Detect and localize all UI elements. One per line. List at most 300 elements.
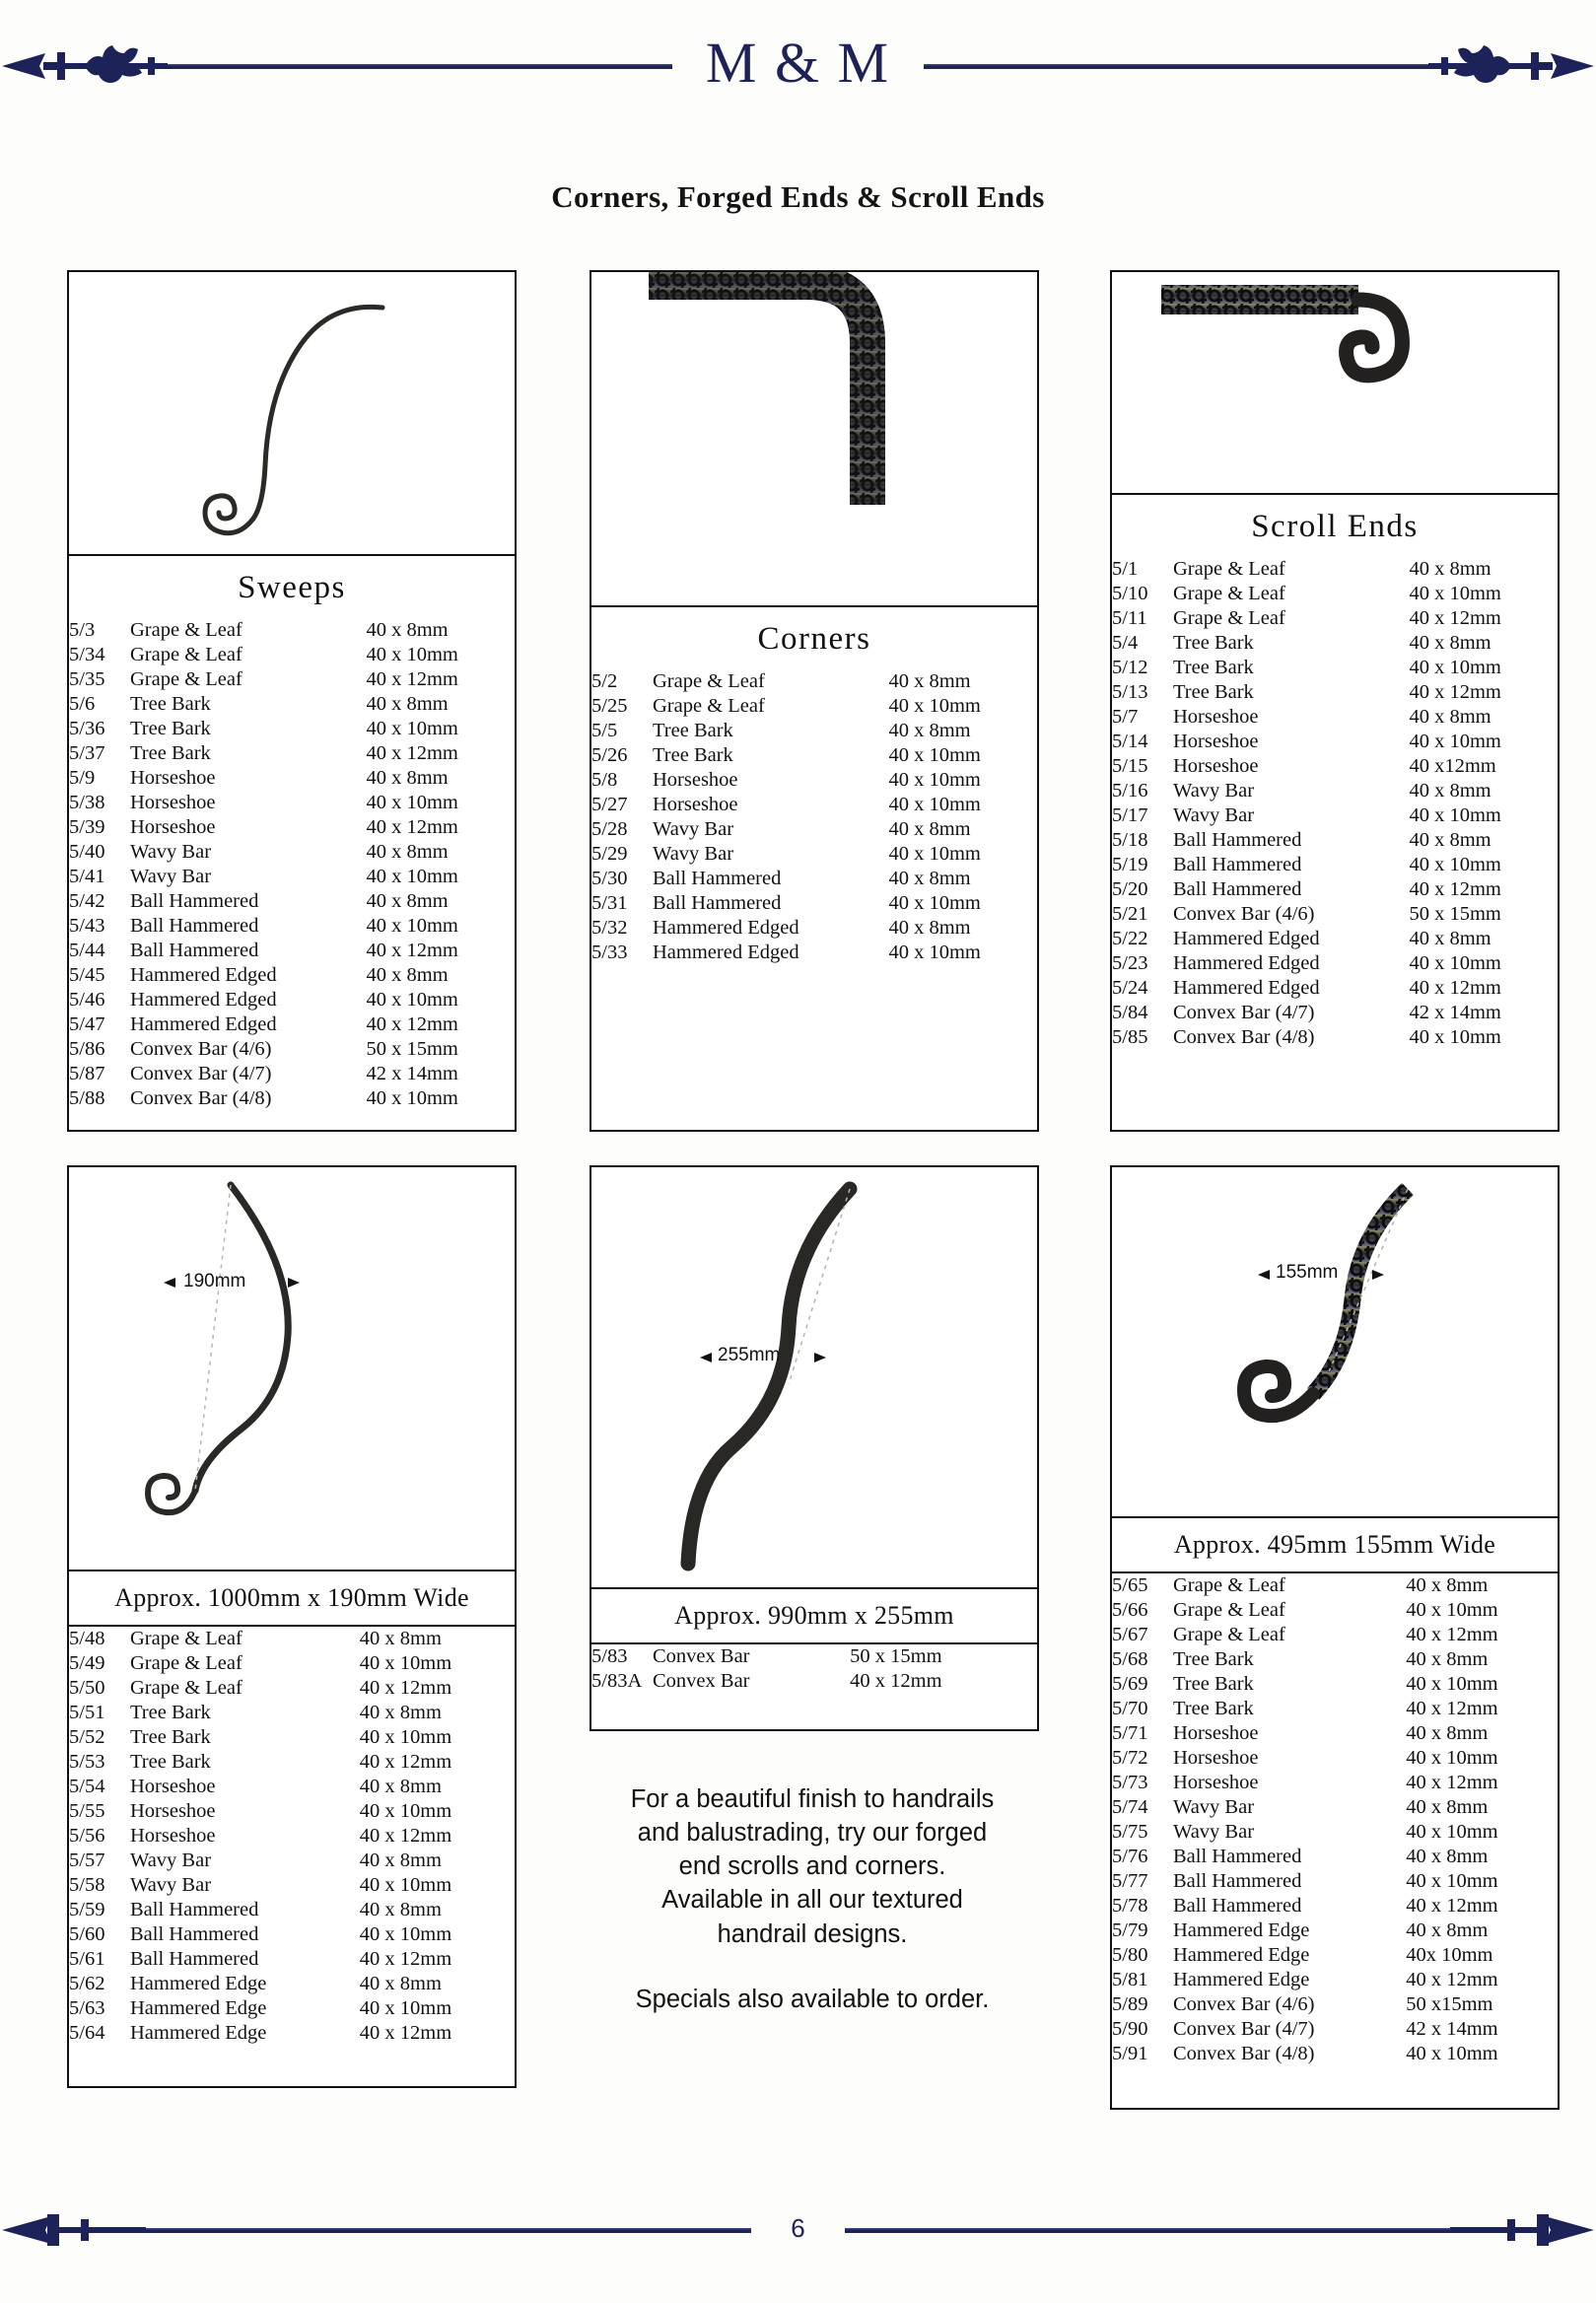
sweeps-table: [69, 618, 515, 1111]
item-description: Ball Hammered: [653, 892, 782, 914]
item-size: 40 x 8mm: [888, 818, 971, 840]
table-row: [591, 842, 1037, 867]
item-code: 5/79: [1112, 1919, 1148, 1941]
item-description: Ball Hammered: [130, 1948, 259, 1970]
item-code: 5/75: [1112, 1821, 1148, 1843]
item-code: 5/74: [1112, 1796, 1148, 1818]
item-code: 5/23: [1112, 952, 1148, 974]
item-code: 5/17: [1112, 804, 1148, 826]
table-row: [1112, 1573, 1558, 1598]
item-size: 40 x 10mm: [888, 794, 981, 815]
small-scroll-rows: [1112, 1573, 1558, 2066]
item-size: 40 x 10mm: [888, 744, 981, 766]
item-size: 40 x 10mm: [366, 644, 458, 665]
item-description: Horseshoe: [1173, 1772, 1259, 1793]
table-row: [69, 1676, 515, 1701]
item-code: 5/18: [1112, 829, 1148, 851]
table-row: [69, 2021, 515, 2046]
item-description: Convex Bar (4/7): [1173, 2018, 1315, 2040]
table-row: [69, 1012, 515, 1037]
item-description: Horseshoe: [130, 792, 216, 813]
table-row: [1112, 606, 1558, 631]
table-row: [1112, 730, 1558, 754]
table-row: [1112, 1845, 1558, 1869]
item-size: 40 x 12mm: [1409, 878, 1501, 900]
table-row: [591, 793, 1037, 817]
table-row: [1112, 1746, 1558, 1771]
item-size: 40 x 10mm: [366, 989, 458, 1011]
item-code: 5/19: [1112, 854, 1148, 875]
item-description: Horseshoe: [1173, 755, 1259, 777]
small-scroll-photo-panel: [1110, 1165, 1560, 1522]
item-code: 5/83: [591, 1645, 628, 1667]
item-code: 5/14: [1112, 731, 1148, 752]
page-number: 6: [791, 2212, 805, 2243]
item-code: 5/3: [69, 619, 96, 641]
item-size: 40 x 10mm: [888, 892, 981, 914]
item-description: Convex Bar (4/8): [1173, 2043, 1315, 2064]
table-row: [1112, 1992, 1558, 2017]
table-row: [69, 889, 515, 914]
small-scroll-table-panel: [1110, 1571, 1560, 2110]
corners-photo-panel: [590, 270, 1039, 611]
item-description: Ball Hammered: [1173, 1870, 1302, 1892]
sweeps-photo-panel: [67, 270, 517, 560]
scroll-end-photo: [1112, 272, 1558, 497]
item-code: 5/51: [69, 1702, 105, 1723]
table-row: [1112, 1001, 1558, 1025]
item-size: 40 x 10mm: [366, 915, 458, 937]
table-row: [1112, 828, 1558, 853]
item-code: 5/67: [1112, 1624, 1148, 1645]
convex-sweep-dim-label: 255mm: [718, 1345, 781, 1365]
corner-bar-photo: [591, 272, 1037, 609]
item-description: Grape & Leaf: [1173, 1574, 1285, 1596]
item-description: Convex Bar (4/8): [130, 1087, 272, 1109]
table-row: [1112, 1968, 1558, 1992]
table-row: [1112, 803, 1558, 828]
item-description: Tree Bark: [130, 1726, 211, 1748]
item-description: Grape & Leaf: [1173, 1599, 1285, 1621]
item-size: 40 x 8mm: [359, 1702, 442, 1723]
table-row: [1112, 754, 1558, 779]
item-size: 40 x 10mm: [1406, 1673, 1498, 1695]
item-size: 40 x 12mm: [1406, 1624, 1498, 1645]
table-row: [1112, 1919, 1558, 1943]
table-row: [69, 1725, 515, 1750]
item-description: Ball Hammered: [653, 868, 782, 889]
table-row: [1112, 582, 1558, 606]
table-row: [1112, 2017, 1558, 2042]
item-size: 40 x 10mm: [366, 1087, 458, 1109]
table-row: [591, 669, 1037, 694]
item-description: Convex Bar (4/7): [1173, 1002, 1315, 1023]
item-description: Grape & Leaf: [130, 1628, 243, 1649]
item-code: 5/15: [1112, 755, 1148, 777]
item-code: 5/63: [69, 1997, 105, 2019]
item-description: Ball Hammered: [1173, 1846, 1302, 1867]
item-description: Hammered Edged: [1173, 952, 1320, 974]
item-description: Wavy Bar: [130, 841, 212, 863]
blurb-line-1: For a beautiful finish to handrails: [630, 1785, 995, 1813]
item-size: 40 x 12mm: [366, 940, 458, 961]
item-description: Convex Bar (4/7): [130, 1063, 272, 1084]
scroll-ends-title: Scroll Ends: [1251, 509, 1419, 544]
item-size: 40 x 10mm: [1406, 1870, 1498, 1892]
table-row: [1112, 656, 1558, 680]
item-description: Ball Hammered: [1173, 1895, 1302, 1917]
item-size: 40 x 10mm: [1409, 1026, 1501, 1048]
item-size: 40 x 10mm: [1409, 804, 1501, 826]
item-size: 40 x 10mm: [888, 695, 981, 717]
item-description: Hammered Edged: [130, 1013, 277, 1035]
item-size: 50 x 15mm: [850, 1645, 942, 1667]
convex-sweep-figure: [591, 1167, 1037, 1587]
spear-ornament-right-icon: [1423, 43, 1596, 89]
item-description: Grape & Leaf: [130, 644, 243, 665]
item-description: Grape & Leaf: [1173, 1624, 1285, 1645]
item-description: Tree Bark: [130, 1702, 211, 1723]
brand-logo: M & M: [705, 31, 891, 95]
item-code: 5/68: [1112, 1648, 1148, 1670]
item-size: 40 x 8mm: [1409, 780, 1492, 802]
item-size: 40 x 12mm: [1409, 977, 1501, 999]
item-size: 40 x 10mm: [1406, 1747, 1498, 1769]
item-description: Grape & Leaf: [1173, 607, 1285, 629]
item-code: 5/10: [1112, 583, 1148, 604]
item-size: 40 x 8mm: [1406, 1796, 1489, 1818]
item-description: Horseshoe: [1173, 706, 1259, 728]
table-row: [1112, 853, 1558, 877]
item-description: Horseshoe: [130, 1825, 216, 1847]
convex-sweep-dim-arrows-icon: [700, 1351, 828, 1364]
item-size: 40 x 8mm: [366, 841, 449, 863]
item-description: Grape & Leaf: [130, 668, 243, 690]
item-size: 40 x 10mm: [366, 718, 458, 739]
table-row: [69, 939, 515, 963]
item-size: 40 x 12mm: [1409, 681, 1501, 703]
table-row: [69, 988, 515, 1012]
item-description: Tree Bark: [653, 744, 733, 766]
item-code: 5/65: [1112, 1574, 1148, 1596]
blurb-line-5: handrail designs.: [717, 1919, 908, 1948]
item-description: Ball Hammered: [1173, 854, 1302, 875]
item-code: 5/70: [1112, 1698, 1148, 1719]
blurb-line-6: Specials also available to order.: [635, 1985, 990, 2013]
item-size: 40 x 10mm: [1409, 731, 1501, 752]
item-code: 5/89: [1112, 1993, 1148, 2015]
item-description: Grape & Leaf: [653, 695, 765, 717]
large-sweep-rows: [69, 1627, 515, 2046]
table-row: [1112, 1721, 1558, 1746]
item-code: 5/87: [69, 1063, 105, 1084]
item-size: 40 x 8mm: [359, 1628, 442, 1649]
item-description: Grape & Leaf: [1173, 558, 1285, 580]
table-row: [1112, 1894, 1558, 1919]
corner-bar-figure: [591, 272, 1037, 605]
convex-sweep-caption-panel: [590, 1587, 1039, 1648]
item-size: 40 x 10mm: [359, 1874, 452, 1896]
item-code: 5/43: [69, 915, 105, 937]
item-description: Ball Hammered: [130, 1899, 259, 1920]
table-row: [1112, 902, 1558, 927]
table-row: [69, 914, 515, 939]
blurb-line-4: Available in all our textured: [661, 1886, 963, 1915]
item-size: 40 x 10mm: [359, 1923, 452, 1945]
item-description: Convex Bar: [653, 1670, 750, 1692]
item-code: 5/60: [69, 1923, 105, 1945]
table-row: [69, 1824, 515, 1849]
table-row: [591, 867, 1037, 891]
small-scroll-figure: [1112, 1167, 1558, 1516]
item-size: 40 x 12mm: [366, 742, 458, 764]
item-size: 40 x 8mm: [1409, 928, 1492, 949]
table-row: [69, 1947, 515, 1972]
sweep-scroll-figure: [69, 272, 515, 554]
item-code: 5/91: [1112, 2043, 1148, 2064]
table-row: [69, 1849, 515, 1873]
corners-rows: [591, 669, 1037, 965]
blurb-line-2: and balustrading, try our forged: [637, 1819, 988, 1848]
item-description: Wavy Bar: [653, 843, 734, 865]
item-description: Wavy Bar: [1173, 804, 1255, 826]
item-size: 40 x 10mm: [359, 1997, 452, 2019]
item-code: 5/61: [69, 1948, 105, 1970]
item-description: Horseshoe: [1173, 1722, 1259, 1744]
item-size: 40 x 8mm: [1409, 558, 1492, 580]
item-code: 5/1: [1112, 558, 1139, 580]
table-row: [591, 916, 1037, 941]
item-size: 40 x 8mm: [888, 917, 971, 939]
item-size: 40 x 8mm: [1406, 1722, 1489, 1744]
item-code: 5/76: [1112, 1846, 1148, 1867]
item-size: 50 x 15mm: [366, 1038, 458, 1060]
table-row: [69, 1873, 515, 1898]
table-row: [1112, 1943, 1558, 1968]
item-code: 5/32: [591, 917, 628, 939]
item-description: Hammered Edged: [653, 942, 799, 963]
item-description: Wavy Bar: [1173, 1821, 1255, 1843]
item-description: Hammered Edge: [1173, 1919, 1310, 1941]
table-row: [1112, 557, 1558, 582]
item-code: 5/50: [69, 1677, 105, 1699]
table-row: [1112, 1869, 1558, 1894]
item-description: Horseshoe: [130, 767, 216, 789]
item-size: 42 x 14mm: [1409, 1002, 1501, 1023]
item-size: 40 x 12mm: [1406, 1772, 1498, 1793]
item-code: 5/83A: [591, 1670, 643, 1692]
header-rule-right: [924, 64, 1545, 69]
spear-ornament-left-icon: [0, 43, 173, 89]
item-size: 40 x 10mm: [1406, 1821, 1498, 1843]
item-description: Convex Bar (4/6): [1173, 903, 1315, 925]
small-scroll-dim-label: 155mm: [1276, 1262, 1339, 1283]
item-size: 40 x 12mm: [366, 816, 458, 838]
item-code: 5/71: [1112, 1722, 1148, 1744]
item-code: 5/62: [69, 1973, 105, 1994]
item-code: 5/34: [69, 644, 105, 665]
item-description: Wavy Bar: [130, 1849, 212, 1871]
item-description: Hammered Edged: [653, 917, 799, 939]
large-sweep-dim-arrows-icon: [164, 1276, 302, 1290]
item-size: 40 x 8mm: [366, 890, 449, 912]
item-code: 5/27: [591, 794, 628, 815]
table-row: [69, 1086, 515, 1111]
table-row: [1112, 631, 1558, 656]
item-description: Grape & Leaf: [130, 1677, 243, 1699]
table-row: [591, 743, 1037, 768]
item-description: Grape & Leaf: [130, 1652, 243, 1674]
table-row: [591, 768, 1037, 793]
item-size: 40 x 12mm: [1406, 1698, 1498, 1719]
large-sweep-caption-panel: [67, 1570, 517, 1631]
table-row: [1112, 951, 1558, 976]
table-row: [69, 865, 515, 889]
item-description: Horseshoe: [130, 816, 216, 838]
item-code: 5/5: [591, 720, 618, 741]
item-size: 40 x 8mm: [1406, 1846, 1489, 1867]
item-description: Horseshoe: [130, 1800, 216, 1822]
item-size: 42 x 14mm: [366, 1063, 458, 1084]
table-row: [69, 1062, 515, 1086]
item-size: 40 x 12mm: [1406, 1895, 1498, 1917]
item-code: 5/26: [591, 744, 628, 766]
item-description: Ball Hammered: [130, 940, 259, 961]
item-code: 5/52: [69, 1726, 105, 1748]
convex-sweep-photo: [591, 1167, 1037, 1591]
item-size: 40 x 12mm: [366, 668, 458, 690]
small-scroll-dim-arrows-icon: [1258, 1268, 1386, 1282]
table-row: [69, 741, 515, 766]
item-size: 40 x 10mm: [1409, 583, 1501, 604]
item-description: Hammered Edge: [130, 1973, 267, 1994]
item-code: 5/66: [1112, 1599, 1148, 1621]
item-code: 5/24: [1112, 977, 1148, 999]
item-code: 5/44: [69, 940, 105, 961]
convex-sweep-photo-panel: [590, 1165, 1039, 1593]
table-row: [1112, 2042, 1558, 2066]
table-row: [1112, 705, 1558, 730]
item-code: 5/11: [1112, 607, 1147, 629]
table-row: [69, 840, 515, 865]
table-row: [1112, 1795, 1558, 1820]
table-row: [69, 1037, 515, 1062]
item-size: 40 x 8mm: [366, 693, 449, 715]
table-row: [1112, 1697, 1558, 1721]
item-code: 5/86: [69, 1038, 105, 1060]
item-code: 5/88: [69, 1087, 105, 1109]
item-description: Tree Bark: [1173, 681, 1254, 703]
item-description: Tree Bark: [130, 718, 211, 739]
item-size: 40 x 8mm: [1406, 1919, 1489, 1941]
small-scroll-table: [1112, 1573, 1558, 2066]
item-description: Tree Bark: [1173, 632, 1254, 654]
item-size: 40 x 10mm: [1409, 657, 1501, 678]
table-row: [69, 1922, 515, 1947]
item-code: 5/2: [591, 670, 618, 692]
item-size: 40 x 8mm: [1406, 1648, 1489, 1670]
item-description: Horseshoe: [653, 769, 738, 791]
item-size: 40 x 8mm: [1406, 1574, 1489, 1596]
item-code: 5/8: [591, 769, 618, 791]
item-size: 40 x12mm: [1409, 755, 1496, 777]
item-size: 40 x 8mm: [359, 1849, 442, 1871]
page-header: [0, 28, 1596, 105]
item-code: 5/78: [1112, 1895, 1148, 1917]
table-row: [69, 618, 515, 643]
item-description: Wavy Bar: [1173, 780, 1255, 802]
item-code: 5/4: [1112, 632, 1139, 654]
table-row: [1112, 1025, 1558, 1050]
item-description: Wavy Bar: [1173, 1796, 1255, 1818]
table-row: [591, 1669, 1037, 1694]
item-code: 5/33: [591, 942, 628, 963]
item-code: 5/72: [1112, 1747, 1148, 1769]
item-description: Tree Bark: [1173, 1648, 1254, 1670]
item-description: Horseshoe: [1173, 1747, 1259, 1769]
table-row: [69, 692, 515, 717]
table-row: [69, 1972, 515, 1996]
item-description: Wavy Bar: [653, 818, 734, 840]
footer-arrow-left-icon: [0, 2210, 148, 2250]
item-code: 5/30: [591, 868, 628, 889]
item-code: 5/35: [69, 668, 105, 690]
table-row: [69, 667, 515, 692]
item-description: Ball Hammered: [130, 890, 259, 912]
item-code: 5/22: [1112, 928, 1148, 949]
item-description: Wavy Bar: [130, 866, 212, 887]
item-description: Convex Bar (4/6): [1173, 1993, 1315, 2015]
sweeps-rows: [69, 618, 515, 1111]
large-sweep-photo-panel: [67, 1165, 517, 1575]
table-row: [69, 1996, 515, 2021]
item-size: 40 x 8mm: [888, 670, 971, 692]
footer-rule-right: [845, 2228, 1545, 2233]
item-description: Horseshoe: [1173, 731, 1259, 752]
corners-table: [591, 669, 1037, 965]
footer-arrow-right-icon: [1448, 2210, 1596, 2250]
item-size: 40 x 8mm: [359, 1973, 442, 1994]
item-code: 5/46: [69, 989, 105, 1011]
table-row: [69, 643, 515, 667]
item-code: 5/90: [1112, 2018, 1148, 2040]
item-size: 40 x 10mm: [888, 942, 981, 963]
item-code: 5/53: [69, 1751, 105, 1773]
item-description: Ball Hammered: [1173, 829, 1302, 851]
table-row: [69, 1701, 515, 1725]
item-code: 5/20: [1112, 878, 1148, 900]
item-description: Ball Hammered: [130, 1923, 259, 1945]
item-size: 40 x 8mm: [1409, 706, 1492, 728]
item-code: 5/69: [1112, 1673, 1148, 1695]
convex-sweep-table: [591, 1644, 1037, 1694]
table-row: [1112, 1820, 1558, 1845]
table-row: [591, 817, 1037, 842]
sweeps-title: Sweeps: [238, 570, 346, 605]
item-size: 40 x 10mm: [359, 1652, 452, 1674]
table-row: [69, 717, 515, 741]
table-row: [69, 1651, 515, 1676]
item-size: 40 x 12mm: [359, 1825, 452, 1847]
item-size: 40 x 8mm: [1409, 632, 1492, 654]
table-row: [591, 891, 1037, 916]
item-code: 5/80: [1112, 1944, 1148, 1966]
sweeps-table-panel: [67, 554, 517, 1132]
item-description: Hammered Edge: [130, 2022, 267, 2044]
item-code: 5/12: [1112, 657, 1148, 678]
large-sweep-table-panel: [67, 1625, 517, 2088]
item-code: 5/45: [69, 964, 105, 986]
